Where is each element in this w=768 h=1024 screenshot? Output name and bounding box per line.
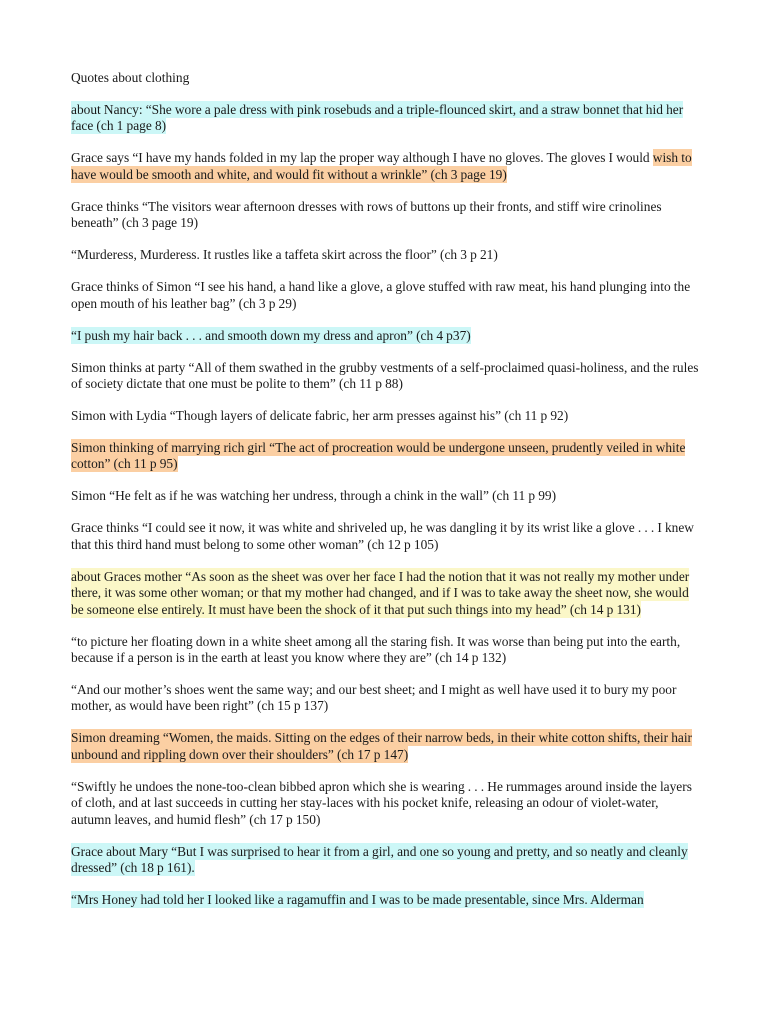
quote-text: Grace thinks “I could see it now, it was white and shriveled up, he was dangling it by its wrist like a glove . . . I knew that this third hand must belong to some other woman” (ch 12 p 105) (71, 520, 694, 552)
quote-paragraph (71, 150, 699, 183)
quote-list (71, 102, 699, 909)
quote-text: Simon “He felt as if he was watching her undress, through a chink in the wall” (ch 11 p 99) (71, 488, 557, 504)
quote-text: “to picture her floating down in a white sheet among all the staring fish. It was worse than being put into the earth, because if a person is in the earth at least you know where they are” (ch 14 p 132) (71, 633, 681, 666)
quote-paragraph (71, 440, 699, 473)
quote-text: Simon with Lydia “Though layers of delicate fabric, her arm presses against his” (ch 11 p 92) (71, 408, 569, 424)
quote-paragraph (71, 569, 699, 618)
document-title: Quotes about clothing (71, 70, 190, 85)
quote-text: Grace thinks of Simon “I see his hand, a hand like a glove, a glove stuffed with raw meat, his hand plunging into the open mouth of his leather bag” (ch 3 p 29) (71, 279, 691, 311)
quote-paragraph (71, 199, 699, 232)
quote-paragraph (71, 328, 699, 344)
quote-paragraph (71, 634, 699, 667)
quote-paragraph (71, 279, 699, 312)
quote-paragraph (71, 892, 699, 908)
quote-paragraph (71, 730, 699, 763)
quote-paragraph (71, 682, 699, 715)
highlighted-text-cyan: Grace about Mary “But I was surprised to hear it from a girl, and one so young and pretty, and so neatly and cleanly dressed” (ch 18 p 161). (71, 843, 688, 876)
highlighted-text-orange: wish to have would be smooth and white, and would fit without a wrinkle” (ch 3 page 19) (71, 150, 692, 182)
highlighted-text-orange: Simon thinking of marrying rich girl “The act of procreation would be undergone unseen, prudently veiled in white cotton” (ch 11 p 95) (71, 440, 686, 472)
highlighted-text-cyan: about Nancy: “She wore a pale dress with pink rosebuds and a triple-flounced skirt, and a straw bonnet that hid her face (ch 1 page 8) (71, 102, 684, 134)
quote-text: Grace thinks “The visitors wear afternoon dresses with rows of buttons up their fronts, and stiff wire crinolines beneath” (ch 3 page 19) (71, 198, 662, 231)
quote-paragraph (71, 360, 699, 393)
highlighted-text-orange: Simon dreaming “Women, the maids. Sitting on the edges of their narrow beds, in their white cotton shifts, their hair unbound and rippling down over their shoulders” (ch 17 p 147) (71, 730, 693, 762)
highlighted-text-yellow: about Graces mother “As soon as the sheet was over her face I had the notion that it was not really my mother under there, it was some other woman; or that my mother had changed, and if I was to take away the sheet now, she would be someone else entirely. It must have been the shock of it that put such things into my head” (ch 14 p 131) (71, 568, 690, 617)
quote-text: Simon thinks at party “All of them swathed in the grubby vestments of a self-proclaimed quasi-holiness, and the rules of society dictate that one must be polite to them” (ch 11 p 88) (71, 359, 699, 392)
quote-paragraph (71, 520, 699, 553)
quote-text: “And our mother’s shoes went the same way; and our best sheet; and I might as well have used it to bury my poor mother, as would have been right” (ch 15 p 137) (71, 682, 677, 714)
quote-text: “Murderess, Murderess. It rustles like a taffeta skirt across the floor” (ch 3 p 21) (71, 247, 498, 263)
quote-text: Grace says “I have my hands folded in my lap the proper way although I have no gloves. The gloves I would (71, 150, 653, 166)
quote-paragraph (71, 102, 699, 135)
quote-text: “Swiftly he undoes the none-too-clean bibbed apron which she is wearing . . . He rummages around inside the layers of cloth, and at last succeeds in cutting her stay-laces with his pocket knife, releasing an odour of violet-water, autumn leaves, and humid flesh” (ch 17 p 150) (71, 778, 692, 827)
highlighted-text-cyan: “I push my hair back . . . and smooth down my dress and apron” (ch 4 p37) (71, 327, 471, 343)
quote-paragraph (71, 408, 699, 424)
quote-paragraph (71, 247, 699, 263)
quote-paragraph (71, 488, 699, 504)
quote-paragraph (71, 844, 699, 877)
quote-paragraph (71, 779, 699, 828)
document-page (71, 70, 699, 924)
highlighted-text-cyan: “Mrs Honey had told her I looked like a ragamuffin and I was to be made presentable, since Mrs. Alderman (71, 892, 644, 908)
